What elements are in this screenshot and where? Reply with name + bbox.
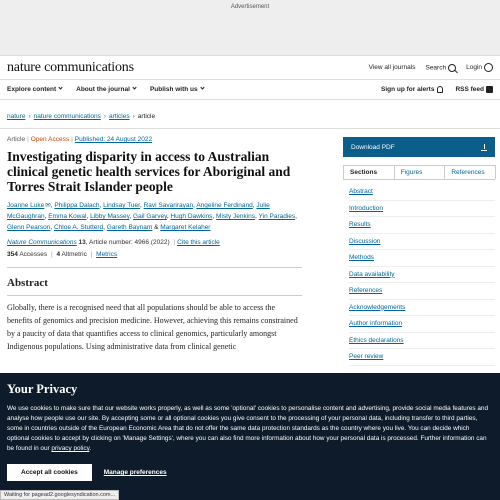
section-item bbox=[349, 283, 495, 300]
cookie-heading: Your Privacy bbox=[7, 382, 78, 396]
email-icon: ✉ bbox=[45, 202, 51, 209]
breadcrumb-separator: › bbox=[132, 113, 135, 120]
author-link[interactable]: Philippa Dalach bbox=[54, 202, 100, 209]
search-icon bbox=[448, 64, 456, 72]
nav-explore-content[interactable] bbox=[7, 86, 62, 93]
login-label: Login bbox=[466, 64, 482, 72]
article-title: Investigating disparity in access to Australian clinical genetic health services for Aboriginal and Torres Strait Islander people bbox=[7, 149, 291, 194]
nav-publish-with-us[interactable] bbox=[150, 86, 204, 93]
rss-label: RSS feed bbox=[455, 86, 484, 94]
search-label: Search bbox=[425, 64, 447, 72]
author-link[interactable]: Gareth Baynam bbox=[106, 224, 153, 231]
section-link[interactable]: References bbox=[349, 287, 383, 295]
accesses-label: Accesses bbox=[19, 251, 48, 258]
author-link[interactable]: Chloe A. Stutterd bbox=[54, 224, 104, 231]
section-item bbox=[349, 333, 495, 350]
published-date[interactable]: Published: 24 August 2022 bbox=[74, 136, 153, 143]
author-link[interactable]: Joanne Luke bbox=[7, 202, 45, 209]
author-link[interactable]: Glenn Pearson bbox=[7, 224, 51, 231]
section-link[interactable]: Abstract bbox=[349, 188, 373, 196]
author-link[interactable]: Hugh Dawkins bbox=[170, 213, 213, 220]
accesses-count: 354 bbox=[7, 251, 18, 258]
section-link[interactable]: Data availability bbox=[349, 270, 395, 278]
breadcrumb-separator: › bbox=[28, 113, 31, 120]
author-link[interactable]: Misty Jenkins bbox=[216, 213, 256, 220]
journal-logo[interactable]: nature communications bbox=[7, 59, 134, 75]
article-main bbox=[7, 136, 302, 353]
nav-explore-label: Explore content bbox=[7, 86, 57, 93]
search-button[interactable] bbox=[425, 64, 456, 72]
altmetric-count: 4 bbox=[56, 251, 61, 258]
tab-references[interactable]: References bbox=[444, 165, 496, 179]
section-link[interactable]: Author information bbox=[349, 320, 403, 328]
article-meta: Article | Open Access | Published: 24 August 2022 bbox=[7, 136, 153, 143]
view-all-journals-link[interactable]: View all journals bbox=[368, 64, 416, 71]
citation-line: Nature Communications 13, Article number: 4966 (2022) | Cite this article bbox=[7, 239, 220, 246]
section-item bbox=[349, 250, 495, 267]
section-item bbox=[349, 201, 495, 218]
volume: 13 bbox=[78, 239, 86, 246]
section-link[interactable]: Introduction bbox=[349, 204, 383, 212]
section-link[interactable]: Results bbox=[349, 221, 371, 229]
tab-sections[interactable]: Sections bbox=[343, 165, 395, 179]
main-nav bbox=[0, 80, 500, 100]
section-item bbox=[349, 267, 495, 284]
breadcrumb-articles[interactable]: articles bbox=[108, 113, 130, 120]
abstract-heading: Abstract bbox=[7, 277, 48, 289]
section-link[interactable]: Peer review bbox=[349, 353, 384, 361]
author-link[interactable]: Julie McGaughran bbox=[7, 202, 270, 220]
section-item bbox=[349, 217, 495, 234]
cookie-body: We use cookies to make sure that our website works properly, as well as some 'optional' cookies to personalise content and advertising, provide social media features and analyse how people use our site. By accepting some or all optional cookies you give consent to the processing of your personal data, including transfer to third parties, some in countries outside of the European Economic Area that do not offer the same data protection standards as the country where you live. You can decide which optional cookies to accept by clicking on 'Manage Settings', where you can also find more information about how your personal data is processed. Further information can be found in our bbox=[7, 405, 489, 452]
breadcrumb-separator: › bbox=[103, 113, 106, 120]
chevron-down-icon bbox=[200, 85, 204, 89]
nav-publish-label: Publish with us bbox=[149, 86, 198, 93]
chevron-down-icon bbox=[59, 85, 63, 89]
accept-all-cookies-button[interactable]: Accept all cookies bbox=[7, 464, 92, 481]
section-item bbox=[349, 349, 495, 366]
section-list bbox=[343, 184, 495, 366]
user-icon bbox=[484, 63, 493, 72]
signup-alerts-link[interactable] bbox=[381, 86, 443, 93]
download-pdf-label: Download PDF bbox=[351, 143, 395, 151]
metrics-line: 354 Accesses | 4 Altmetric | Metrics bbox=[7, 251, 118, 258]
author-link[interactable]: Libby Massey bbox=[90, 213, 130, 220]
article-number: , Article number: 4966 (2022) bbox=[85, 239, 170, 246]
section-link[interactable]: Methods bbox=[349, 254, 374, 262]
rss-feed-link[interactable] bbox=[455, 86, 493, 93]
author-link[interactable]: Margaret Kelaher bbox=[160, 224, 211, 231]
author-list: Joanne Luke✉, Philippa Dalach, Lindsay Tuer, Ravi Savarirayan, Angeline Ferdinand, Julie McGaughran, Emma Kowal, Libby Massey, Gail Garvey, Hugh Dawkins, Misty Jenkins, Yin Paradies, Glenn Pearson, Chloe A. Stutterd, Gareth Baynam & Margaret Kelaher bbox=[7, 202, 297, 231]
section-item bbox=[349, 300, 495, 317]
ad-label: Advertisement bbox=[230, 4, 270, 10]
breadcrumb-divider bbox=[0, 128, 500, 129]
section-item bbox=[349, 184, 495, 201]
privacy-policy-link[interactable]: privacy policy bbox=[51, 445, 90, 452]
sidebar-tabs bbox=[343, 165, 495, 180]
chevron-down-icon bbox=[132, 85, 136, 89]
open-access-badge: Open Access bbox=[30, 136, 70, 143]
nav-about-label: About the journal bbox=[76, 86, 130, 93]
cookie-text: We use cookies to make sure that our website works properly, as well as some 'optional' cookies to personalise content and advertising, provide social media features and analyse how people use our site. By accepting some or all optional cookies you give consent to the processing of your personal data, including transfer to third parties, some in countries outside of the European Economic Area that do not offer the same data protection standards as the country where you live. You can decide which optional cookies to accept by clicking on 'Manage Settings', where you can also find more information about how your personal data is processed. Further information can be found in our privacy policy. bbox=[7, 405, 489, 452]
cite-this-article-link[interactable]: Cite this article bbox=[177, 239, 220, 246]
abstract-text: Globally, there is a recognised need that all populations should be able to access the benefits of genomics and precision medicine. However, achieving this remains constrained by a paucity of data that quantifies access to clinical genomics, particularly amongst Indigenous populations. Using administrative data from clinical genetic bbox=[7, 303, 298, 351]
cookie-banner bbox=[0, 373, 500, 500]
author-link[interactable]: Gail Garvey bbox=[133, 213, 167, 220]
section-link[interactable]: Discussion bbox=[349, 237, 381, 245]
author-link[interactable]: Yin Paradies bbox=[258, 213, 296, 220]
nav-about-journal[interactable] bbox=[76, 86, 136, 93]
journal-link[interactable]: Nature Communications bbox=[7, 239, 77, 246]
breadcrumb-journal[interactable]: nature communications bbox=[33, 113, 101, 120]
author-link[interactable]: Angeline Ferdinand bbox=[196, 202, 253, 209]
bell-icon bbox=[437, 86, 443, 93]
breadcrumb-nature[interactable]: nature bbox=[7, 113, 26, 120]
tab-figures[interactable]: Figures bbox=[394, 165, 446, 179]
sidebar bbox=[343, 137, 495, 366]
rss-icon bbox=[486, 86, 493, 93]
login-button[interactable] bbox=[466, 63, 493, 72]
browser-status-bar: Waiting for pagead2.googlesyndication.com... bbox=[0, 490, 119, 500]
author-link[interactable]: Lindsay Tuer bbox=[103, 202, 140, 209]
signup-label: Sign up for alerts bbox=[381, 86, 435, 94]
author-link[interactable]: Emma Kowal bbox=[48, 213, 87, 220]
breadcrumb bbox=[7, 113, 155, 120]
manage-preferences-link[interactable]: Manage preferences bbox=[103, 469, 167, 476]
article-type: Article bbox=[7, 136, 26, 143]
breadcrumb-current: article bbox=[137, 113, 156, 120]
section-link[interactable]: Acknowledgements bbox=[349, 303, 406, 311]
download-icon bbox=[481, 144, 487, 151]
abstract-rule bbox=[7, 295, 302, 296]
metrics-link[interactable]: Metrics bbox=[96, 251, 118, 258]
altmetric-label: Altmetric bbox=[61, 251, 87, 258]
download-pdf-button[interactable] bbox=[343, 137, 495, 157]
section-link[interactable]: Ethics declarations bbox=[349, 336, 404, 344]
author-link[interactable]: Ravi Savarirayan bbox=[143, 202, 194, 209]
section-rule bbox=[7, 267, 302, 268]
masthead bbox=[0, 56, 500, 80]
section-item bbox=[349, 234, 495, 251]
ad-banner bbox=[0, 0, 500, 56]
section-item bbox=[349, 316, 495, 333]
